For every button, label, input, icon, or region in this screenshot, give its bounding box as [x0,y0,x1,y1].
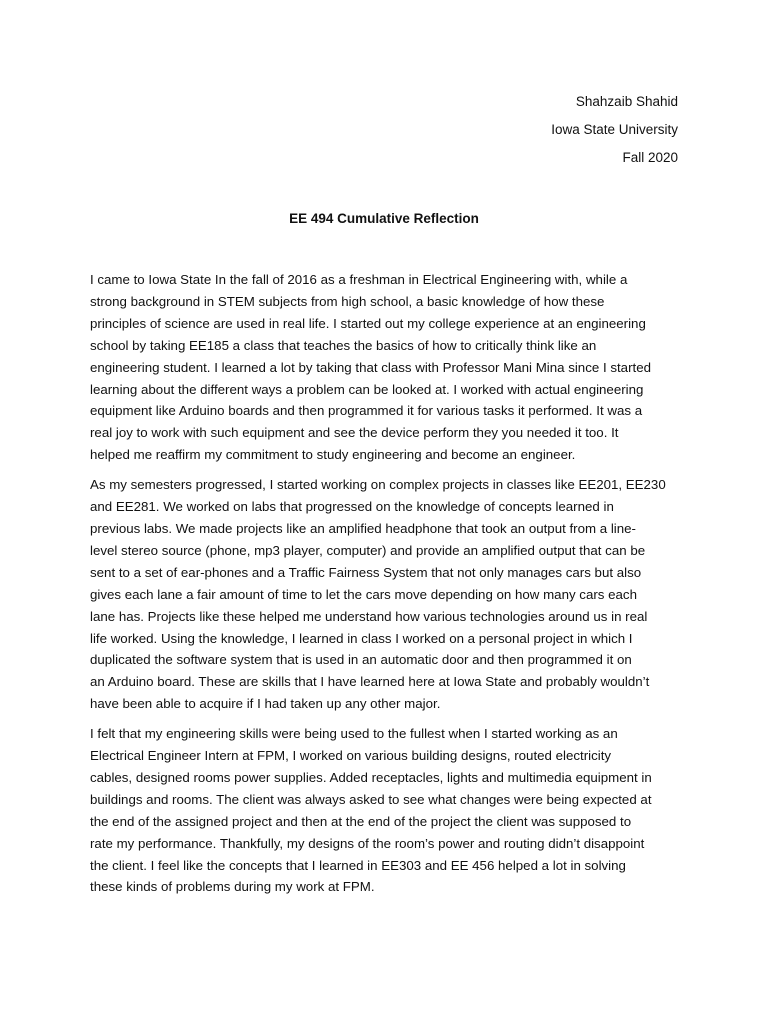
text-line: level stereo source (phone, mp3 player, computer) and provide an amplified output that can be [90,542,646,558]
paragraph [90,269,678,466]
text-line: have been able to acquire if I had taken up any other major. [90,696,441,712]
paragraph [90,474,678,715]
text-line: strong background in STEM subjects from high school, a basic knowledge of how these [90,293,605,309]
text-line: cables, designed rooms power supplies. Added receptacles, lights and multimedia equipment in [90,769,652,785]
term: Fall 2020 [622,150,678,165]
text-line: life worked. Using the knowledge, I learned in class I worked on a personal project in which I [90,630,633,646]
text-line: real joy to work with such equipment and see the device perform they you needed it too. It [90,425,619,441]
text-line: rate my performance. Thankfully, my designs of the room’s power and routing didn’t disappoint [90,835,645,851]
text-line: these kinds of problems during my work at FPM. [90,879,375,895]
text-line: school by taking EE185 a class that teaches the basics of how to critically think like an [90,337,597,353]
text-line: buildings and rooms. The client was always asked to see what changes were being expected at [90,791,652,807]
text-line: I came to Iowa State In the fall of 2016 as a freshman in Electrical Engineering with, while a [90,272,628,287]
document-title: EE 494 Cumulative Reflection [289,211,479,226]
text-line: duplicated the software system that is used in an automatic door and then programmed it on [90,652,632,668]
author-name: Shahzaib Shahid [575,94,678,109]
text-line: engineering student. I learned a lot by taking that class with Professor Mani Mina since I started [90,359,651,375]
text-line: As my semesters progressed, I started working on complex projects in classes like EE201, EE230 [90,477,666,493]
text-line: I felt that my engineering skills were being used to the fullest when I started working as an [90,726,618,742]
author-header [551,88,678,172]
text-line: sent to a set of ear-phones and a Traffic Fairness System that not only manages cars but also [90,564,642,580]
text-line: helped me reaffirm my commitment to study engineering and become an engineer. [90,447,576,463]
text-line: the end of the assigned project and then at the end of the project the client was supposed to [90,813,632,829]
text-line: learning about the different ways a problem can be looked at. I worked with actual engineering [90,381,644,397]
text-line: principles of science are used in real life. I started out my college experience at an engineering [90,315,646,331]
text-line: gives each lane a fair amount of time to let the cars move depending on how many cars each [90,586,637,602]
text-line: the client. I feel like the concepts that I learned in EE303 and EE 456 helped a lot in solving [90,857,626,873]
text-line: equipment like Arduino boards and then programmed it for various tasks it performed. It was a [90,403,643,419]
text-line: lane has. Projects like these helped me understand how various technologies around us in real [90,608,648,624]
text-line: Electrical Engineer Intern at FPM, I worked on various building designs, routed electricity [90,748,612,764]
text-line: previous labs. We made projects like an amplified headphone that took an output from a line- [90,520,636,536]
text-line: an Arduino board. These are skills that I have learned here at Iowa State and probably wouldn’t [90,674,650,690]
paragraph [90,723,678,898]
institution-name: Iowa State University [551,122,678,137]
text-line: and EE281. We worked on labs that progressed on the knowledge of concepts learned in [90,499,614,515]
document-body [90,269,678,906]
